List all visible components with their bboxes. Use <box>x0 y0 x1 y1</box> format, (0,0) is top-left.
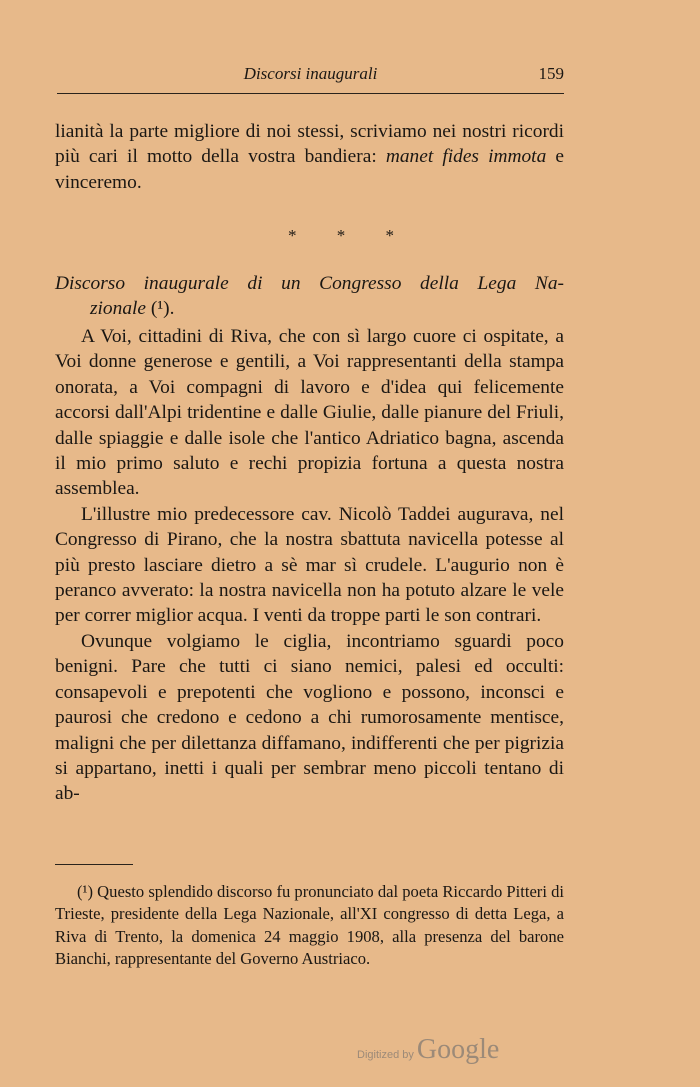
page-number: 159 <box>538 64 564 83</box>
digitized-watermark <box>357 1034 499 1066</box>
running-header <box>57 64 564 86</box>
paragraph-3: Ovunque volgiamo le ciglia, incontriamo sguardi poco benigni. Pare che tutti ci siano nemici, palesi ed occulti: consapevoli e prepotenti che vogliono e possono, inconsci e paurosi che credono e cedono a chi rumorosamente mentisce, maligni che per dilettanza diffamano, indifferenti che per pigrizia si appartano, inetti i quali per sembrar meno piccoli tentano di ab- <box>55 630 564 805</box>
footnote-reference: (¹). <box>146 298 175 319</box>
section-heading-word: zionale <box>90 298 147 319</box>
motto: manet fides immota <box>385 146 547 168</box>
section-separator: * * * <box>288 226 412 245</box>
main-text <box>55 324 564 807</box>
google-logo: Google <box>416 1034 500 1065</box>
paragraph-2: L'illustre mio predecessore cav. Nicolò Taddei augurava, nel Congresso di Pirano, che la nostra sbattuta navicella potesse al più presto lasciare dietro a sè mar sì crudele. L'augurio non è peranco avverato: la nostra navicella non ha potuto alzare le vele per correr miglior acqua. I venti da troppe parti le son contrari. <box>55 503 564 627</box>
footnote <box>55 881 564 971</box>
continued-paragraph <box>55 119 564 195</box>
watermark-prefix: Digitized by <box>357 1049 417 1061</box>
running-title: Discorsi inaugurali <box>243 64 378 83</box>
section-heading-line1: Discorso inaugurale di un Congresso della Lega Na- <box>55 273 564 294</box>
continued-text-after: e vinceremo. <box>55 146 564 193</box>
footnote-rule <box>55 864 133 865</box>
paragraph-1: A Voi, cittadini di Riva, che con sì largo cuore ci ospitate, a Voi donne generose e gentili, a Voi rappresentanti della stampa onorata, a Voi compagni di lavoro e d'idea qui felicemente accorsi dall'Alpi tridentine e dalle Giulie, dalle pianure del Friuli, dalle spiaggie e dalle isole che l'antico Adriatico bagna, ascenda il mio primo saluto e rechi propizia fortuna a questa nostra assemblea. <box>55 326 564 500</box>
continued-text-before: lianità la parte migliore di noi stessi, scriviamo nei nostri ricordi più cari il motto della vostra bandiera: <box>55 121 564 168</box>
header-rule <box>57 93 564 94</box>
footnote-text: (¹) Questo splendido discorso fu pronunciato dal poeta Riccardo Pitteri di Trieste, presidente della Lega Nazionale, all'XI congresso di detta Lega, a Riva di Trento, la domenica 24 maggio 1908, alla presenza del barone Bianchi, rappresentante del Governo Austriaco. <box>55 882 565 969</box>
section-heading-line2 <box>90 296 174 321</box>
